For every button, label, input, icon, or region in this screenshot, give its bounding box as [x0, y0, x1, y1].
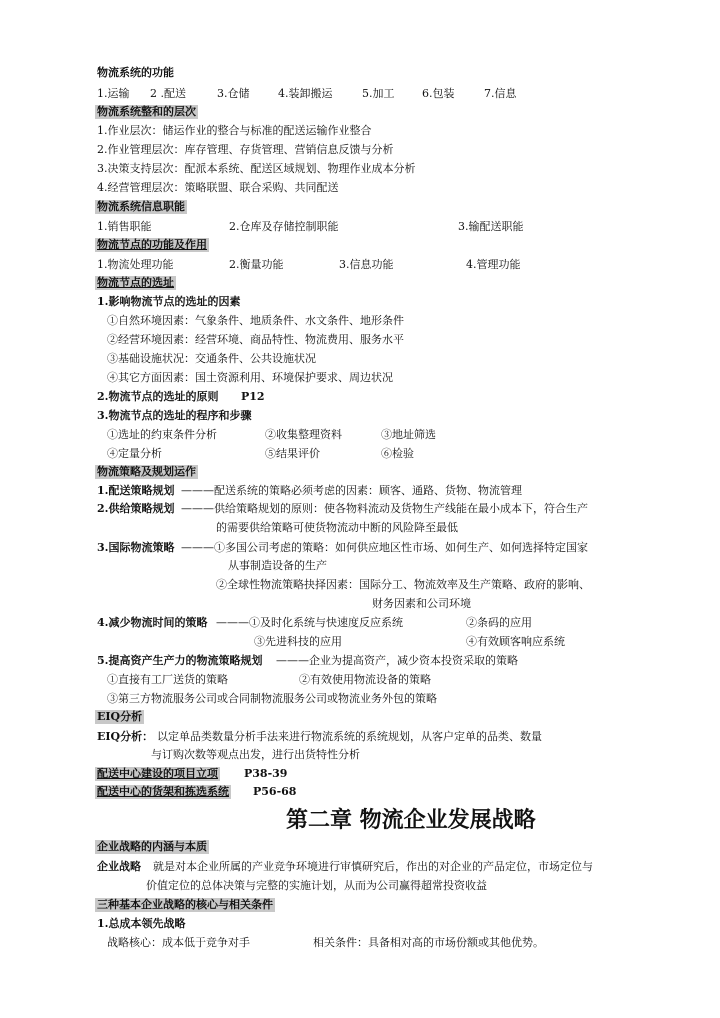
strategy-core-text: 战略核心：成本低于竞争对手 — [107, 936, 250, 949]
strategy-text: ———①多国公司考虑的策略：如何供应地区性市场、如何生产、如何选择特定国家 — [181, 541, 588, 554]
section-title-dc-project: 配送中心建设的项目立项 — [97, 767, 218, 780]
chapter-title: 第二章 物流企业发展战略 — [286, 807, 536, 833]
strategy-text: ———配送系统的策略必须考虑的因素：顾客、通路、货物、物流管理 — [181, 484, 522, 497]
node-function-item: 2.衡量功能 — [229, 258, 284, 271]
subheading-cost-leadership: 1.总成本领先战略 — [97, 917, 186, 930]
function-item: 5.加工 — [362, 87, 395, 100]
eiq-text: 与订购次数等观点出发，进行出货特性分析 — [151, 748, 360, 761]
strategy-heading: 4.减少物流时间的策略 — [97, 616, 208, 629]
strategy-definition-text: 就是对本企业所属的产业竞争环境进行审慎研究后，作出的对企业的产品定位，市场定位与 — [153, 860, 593, 873]
page-reference: P38-39 — [244, 767, 288, 780]
section-title-dc-racks: 配送中心的货架和拣选系统 — [97, 785, 229, 798]
step-item: ①选址的约束条件分析 — [107, 428, 217, 441]
info-function-item: 2.仓库及存储控制职能 — [229, 220, 339, 233]
strategy-text: ②条码的应用 — [466, 616, 532, 629]
step-item: ⑤结果评价 — [265, 447, 320, 460]
section-title-integration-levels: 物流系统整和的层次 — [97, 105, 196, 118]
strategy-heading: 3.国际物流策略 — [97, 541, 175, 554]
level-line: 4.经营管理层次：策略联盟、联合采购、共同配送 — [97, 181, 339, 194]
level-line: 3.决策支持层次：配派本系统、配送区域规划、物理作业成本分析 — [97, 162, 416, 175]
step-item: ⑥检验 — [381, 447, 414, 460]
section-title-three-strategies: 三种基本企业战略的核心与相关条件 — [97, 898, 273, 911]
level-line: 1.作业层次：储运作业的整合与标准的配送运输作业整合 — [97, 124, 372, 137]
strategy-definition-heading: 企业战略 — [97, 860, 141, 873]
strategy-heading: 1.配送策略规划 — [97, 484, 175, 497]
strategy-heading: 2.供给策略规划 — [97, 502, 175, 515]
eiq-text: 以定单品类数量分析手法来进行物流系统的系统规划，从客户定单的品类、数量 — [157, 730, 542, 743]
strategy-heading: 5.提高资产生产力的物流策略规划 — [97, 654, 263, 667]
strategy-text: 从事制造设备的生产 — [228, 559, 327, 572]
function-item: 1.运输 — [97, 87, 130, 100]
section-title-node-location: 物流节点的选址 — [97, 276, 174, 289]
step-item: ③地址筛选 — [381, 428, 436, 441]
strategy-item: ③第三方物流服务公司或合同制物流服务公司或物流业务外包的策略 — [107, 692, 437, 705]
function-item: 4.装卸搬运 — [278, 87, 333, 100]
subheading-location-principles: 2.物流节点的选址的原则 — [97, 390, 219, 403]
page-reference: P12 — [241, 390, 265, 403]
section-title-strategy-planning: 物流策略及规划运作 — [97, 465, 196, 478]
strategy-condition-text: 相关条件：具备相对高的市场份额或其他优势。 — [313, 936, 544, 949]
strategy-definition-text: 价值定位的总体决策与完整的实施计划，从而为公司赢得超常投资收益 — [146, 879, 487, 892]
strategy-text: 的需要供给策略可使货物流动中断的风险降至最低 — [216, 521, 458, 534]
factor-line: ②经营环境因素：经营环境、商品特性、物流费用、服务水平 — [107, 333, 404, 346]
subheading-location-steps: 3.物流节点的选址的程序和步骤 — [97, 409, 252, 422]
function-item: 7.信息 — [484, 87, 517, 100]
factor-line: ①自然环境因素：气象条件、地质条件、水文条件、地形条件 — [107, 314, 404, 327]
function-item: 6.包装 — [422, 87, 455, 100]
info-function-item: 3.输配送职能 — [458, 220, 524, 233]
section-title-info-functions: 物流系统信息职能 — [97, 200, 185, 213]
strategy-item: ②有效使用物流设备的策略 — [299, 673, 431, 686]
section-title-logistics-functions: 物流系统的功能 — [97, 66, 174, 79]
node-function-item: 3.信息功能 — [339, 258, 394, 271]
step-item: ②收集整理资料 — [265, 428, 342, 441]
factor-line: ③基础设施状况：交通条件、公共设施状况 — [107, 352, 316, 365]
function-item: 2 .配送 — [150, 87, 186, 100]
info-function-item: 1.销售职能 — [97, 220, 152, 233]
strategy-text: ②全球性物流策略抉择因素：国际分工、物流效率及生产策略、政府的影响、 — [216, 578, 590, 591]
section-title-strategy-essence: 企业战略的内涵与本质 — [97, 840, 207, 853]
strategy-text: 财务因素和公司环境 — [372, 597, 471, 610]
step-item: ④定量分析 — [107, 447, 162, 460]
strategy-text: ④有效顾客响应系统 — [466, 635, 565, 648]
section-title-eiq: EIQ分析 — [97, 710, 143, 723]
strategy-text: ③先进科技的应用 — [254, 635, 342, 648]
subheading-location-factors: 1.影响物流节点的选址的因素 — [97, 295, 241, 308]
strategy-item: ①直接有工厂送货的策略 — [107, 673, 228, 686]
factor-line: ④其它方面因素：国土资源利用、环境保护要求、周边状况 — [107, 371, 393, 384]
page-reference: P56-68 — [253, 785, 297, 798]
function-item: 3.仓储 — [217, 87, 250, 100]
eiq-heading: EIQ分析： — [97, 730, 154, 743]
node-function-item: 1.物流处理功能 — [97, 258, 174, 271]
strategy-text: ———①及时化系统与快速度反应系统 — [216, 616, 403, 629]
level-line: 2.作业管理层次：库存管理、存货管理、营销信息反馈与分析 — [97, 143, 394, 156]
node-function-item: 4.管理功能 — [466, 258, 521, 271]
section-title-node-functions: 物流节点的功能及作用 — [97, 238, 207, 251]
strategy-text: ———供给策略规划的原则：使各物料流动及货物生产线能在最小成本下，符合生产 — [181, 502, 588, 515]
strategy-text: ———企业为提高资产，减少资本投资采取的策略 — [276, 654, 518, 667]
